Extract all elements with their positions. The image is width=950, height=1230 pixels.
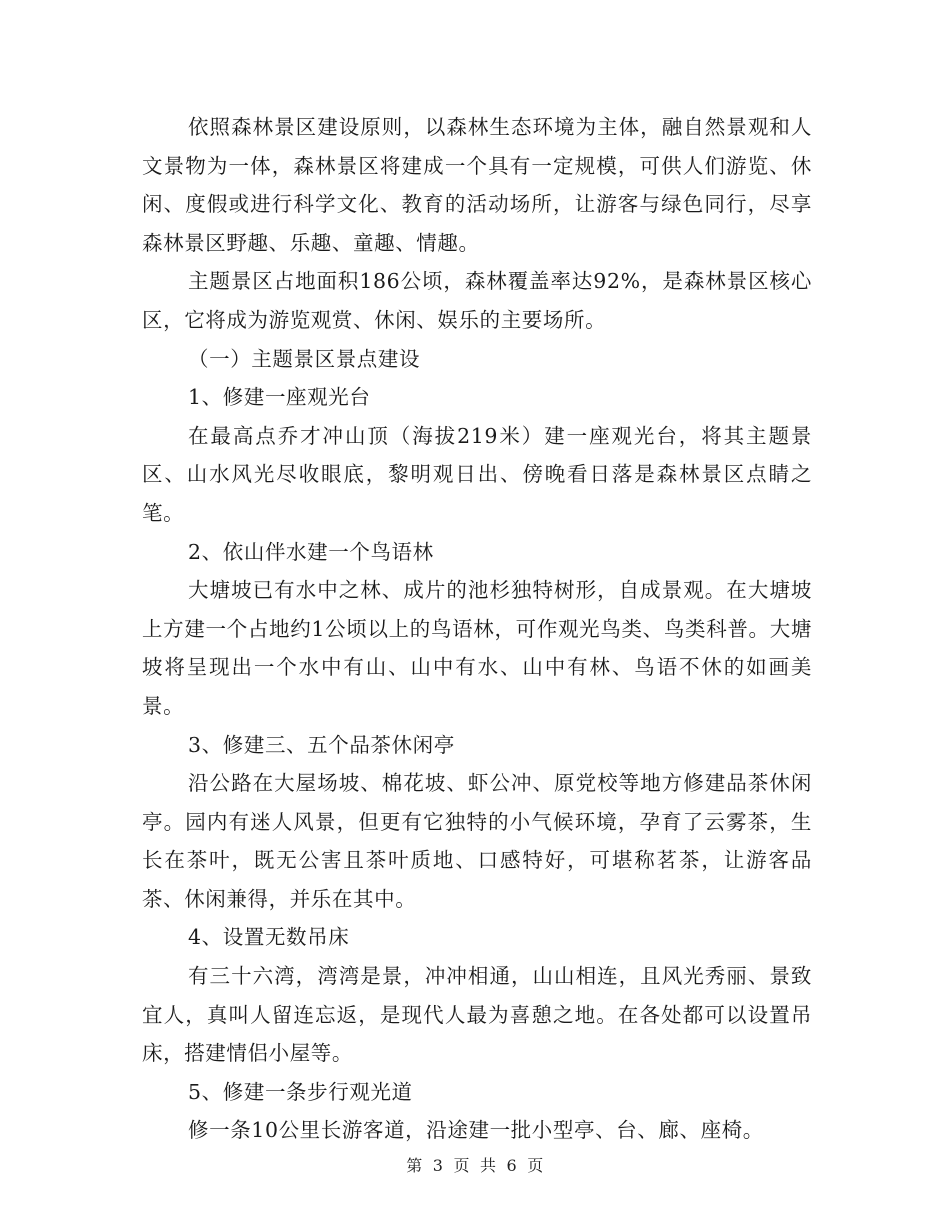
item-heading: 3、修建三、五个品茶休闲亭 — [188, 732, 455, 757]
paragraph: 沿公路在大屋场坡、棉花坡、虾公冲、原党校等地方修建品茶休闲亭。园内有迷人风景，但更有它独特的小气候环境，孕育了云雾茶，生长在茶叶，既无公害且茶叶质地、口感特好，可堪称茗茶，让游客品茶、休闲兼得，并乐在其中。 — [142, 771, 812, 911]
paragraph: 主题景区占地面积186公顷，森林覆盖率达92%，是森林景区核心区，它将成为游览观赏、休闲、娱乐的主要场所。 — [142, 269, 812, 332]
page-footer — [0, 1153, 950, 1176]
item-heading: 5、修建一条步行观光道 — [188, 1079, 413, 1104]
paragraph: 依照森林景区建设原则，以森林生态环境为主体，融自然景观和人文景物为一体，森林景区将建成一个具有一定规模，可供人们游览、休闲、度假或进行科学文化、教育的活动场所，让游客与绿色同行，尽享森林景区野趣、乐趣、童趣、情趣。 — [142, 115, 812, 255]
footer-unit-label: 页 — [453, 1156, 470, 1175]
footer-current-page: 3 — [432, 1156, 444, 1175]
item-heading: 4、设置无数吊床 — [188, 925, 350, 950]
footer-total-label: 共 — [480, 1156, 497, 1175]
item-heading: 1、修建一座观光台 — [188, 385, 371, 410]
paragraph: 在最高点乔才冲山顶（海拔219米）建一座观光台，将其主题景区、山水风光尽收眼底，黎明观日出、傍晚看日落是森林景区点睛之笔。 — [142, 423, 812, 525]
item-heading: 2、依山伴水建一个鸟语林 — [188, 539, 434, 564]
footer-page-label: 第 — [406, 1156, 423, 1175]
footer-total-pages: 6 — [506, 1156, 518, 1175]
document-body — [142, 108, 812, 1150]
section-heading: （一）主题景区景点建设 — [188, 346, 421, 371]
paragraph: 有三十六湾，湾湾是景，冲冲相通，山山相连，且风光秀丽、景致宜人，真叫人留连忘返，是现代人最为喜憩之地。在各处都可以设置吊床，搭建情侣小屋等。 — [142, 964, 812, 1066]
paragraph: 大塘坡已有水中之林、成片的池杉独特树形，自成景观。在大塘坡上方建一个占地约1公顷以上的鸟语林，可作观光鸟类、鸟类科普。大塘坡将呈现出一个水中有山、山中有水、山中有林、鸟语不休的如画美景。 — [142, 578, 812, 718]
paragraph: 修一条10公里长游客道，沿途建一批小型亭、台、廊、座椅。 — [188, 1118, 764, 1143]
footer-unit-label: 页 — [527, 1156, 544, 1175]
